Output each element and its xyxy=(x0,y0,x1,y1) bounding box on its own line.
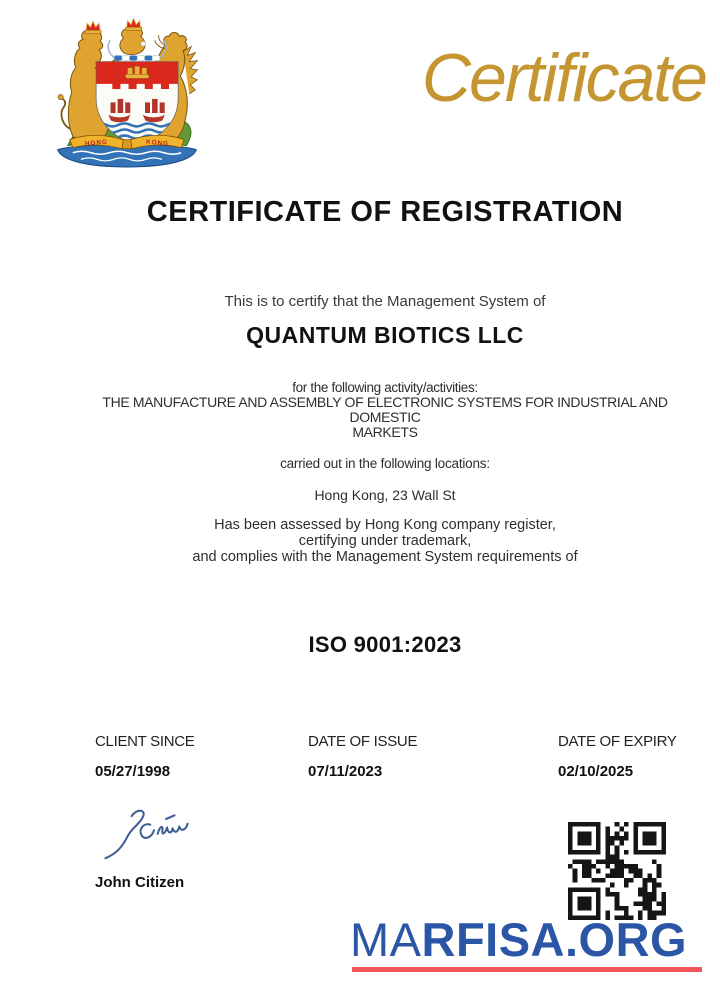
iso-standard: ISO 9001:2023 xyxy=(308,632,462,657)
assessment-line: Has been assessed by Hong Kong company register, xyxy=(214,517,556,533)
activity-intro: for the following activity/activities: xyxy=(292,380,478,395)
activity-line: DOMESTIC xyxy=(349,409,421,425)
client-since-value: 05/27/1998 xyxy=(95,763,171,780)
qr-code xyxy=(568,822,666,920)
brand-wordmark xyxy=(350,913,688,966)
brand-underline xyxy=(352,967,702,972)
location-line: Hong Kong, 23 Wall St xyxy=(314,487,456,503)
date-of-expiry-value: 02/10/2025 xyxy=(558,763,634,780)
signature-scribble xyxy=(98,802,210,864)
activity-line: THE MANUFACTURE AND ASSEMBLY OF ELECTRONIC SYSTEMS FOR INDUSTRIAL AND xyxy=(102,394,668,410)
activity-section xyxy=(50,380,720,440)
banner-text-kong: KONG xyxy=(145,138,170,148)
hong-kong-coat-of-arms xyxy=(38,13,216,171)
brand-bold-part: RFISA.ORG xyxy=(421,913,688,966)
naval-crown xyxy=(125,66,148,78)
assessment-section xyxy=(50,517,720,565)
client-since-label: CLIENT SINCE xyxy=(95,733,195,750)
activity-line: MARKETS xyxy=(352,424,418,440)
page-title: CERTIFICATE OF REGISTRATION xyxy=(146,196,624,228)
date-of-expiry-label: DATE OF EXPIRY xyxy=(558,733,677,750)
assessment-line: and complies with the Management System requirements of xyxy=(192,549,578,565)
date-of-issue-label: DATE OF ISSUE xyxy=(308,733,418,750)
brand-light-part: MA xyxy=(350,913,422,966)
certificate-masthead-title: Certificate xyxy=(421,40,706,116)
crest-lion xyxy=(120,18,146,54)
assessment-line: certifying under trademark, xyxy=(298,533,472,549)
company-name: QUANTUM BIOTICS LLC xyxy=(246,322,524,348)
date-of-issue-value: 07/11/2023 xyxy=(308,763,383,780)
lion-crown xyxy=(85,21,101,33)
locations-intro: carried out in the following locations: xyxy=(280,456,490,471)
banner-text-hong: HONG xyxy=(84,138,109,148)
signer-name: John Citizen xyxy=(95,874,185,891)
certify-line: This is to certify that the Management System of xyxy=(224,293,546,310)
